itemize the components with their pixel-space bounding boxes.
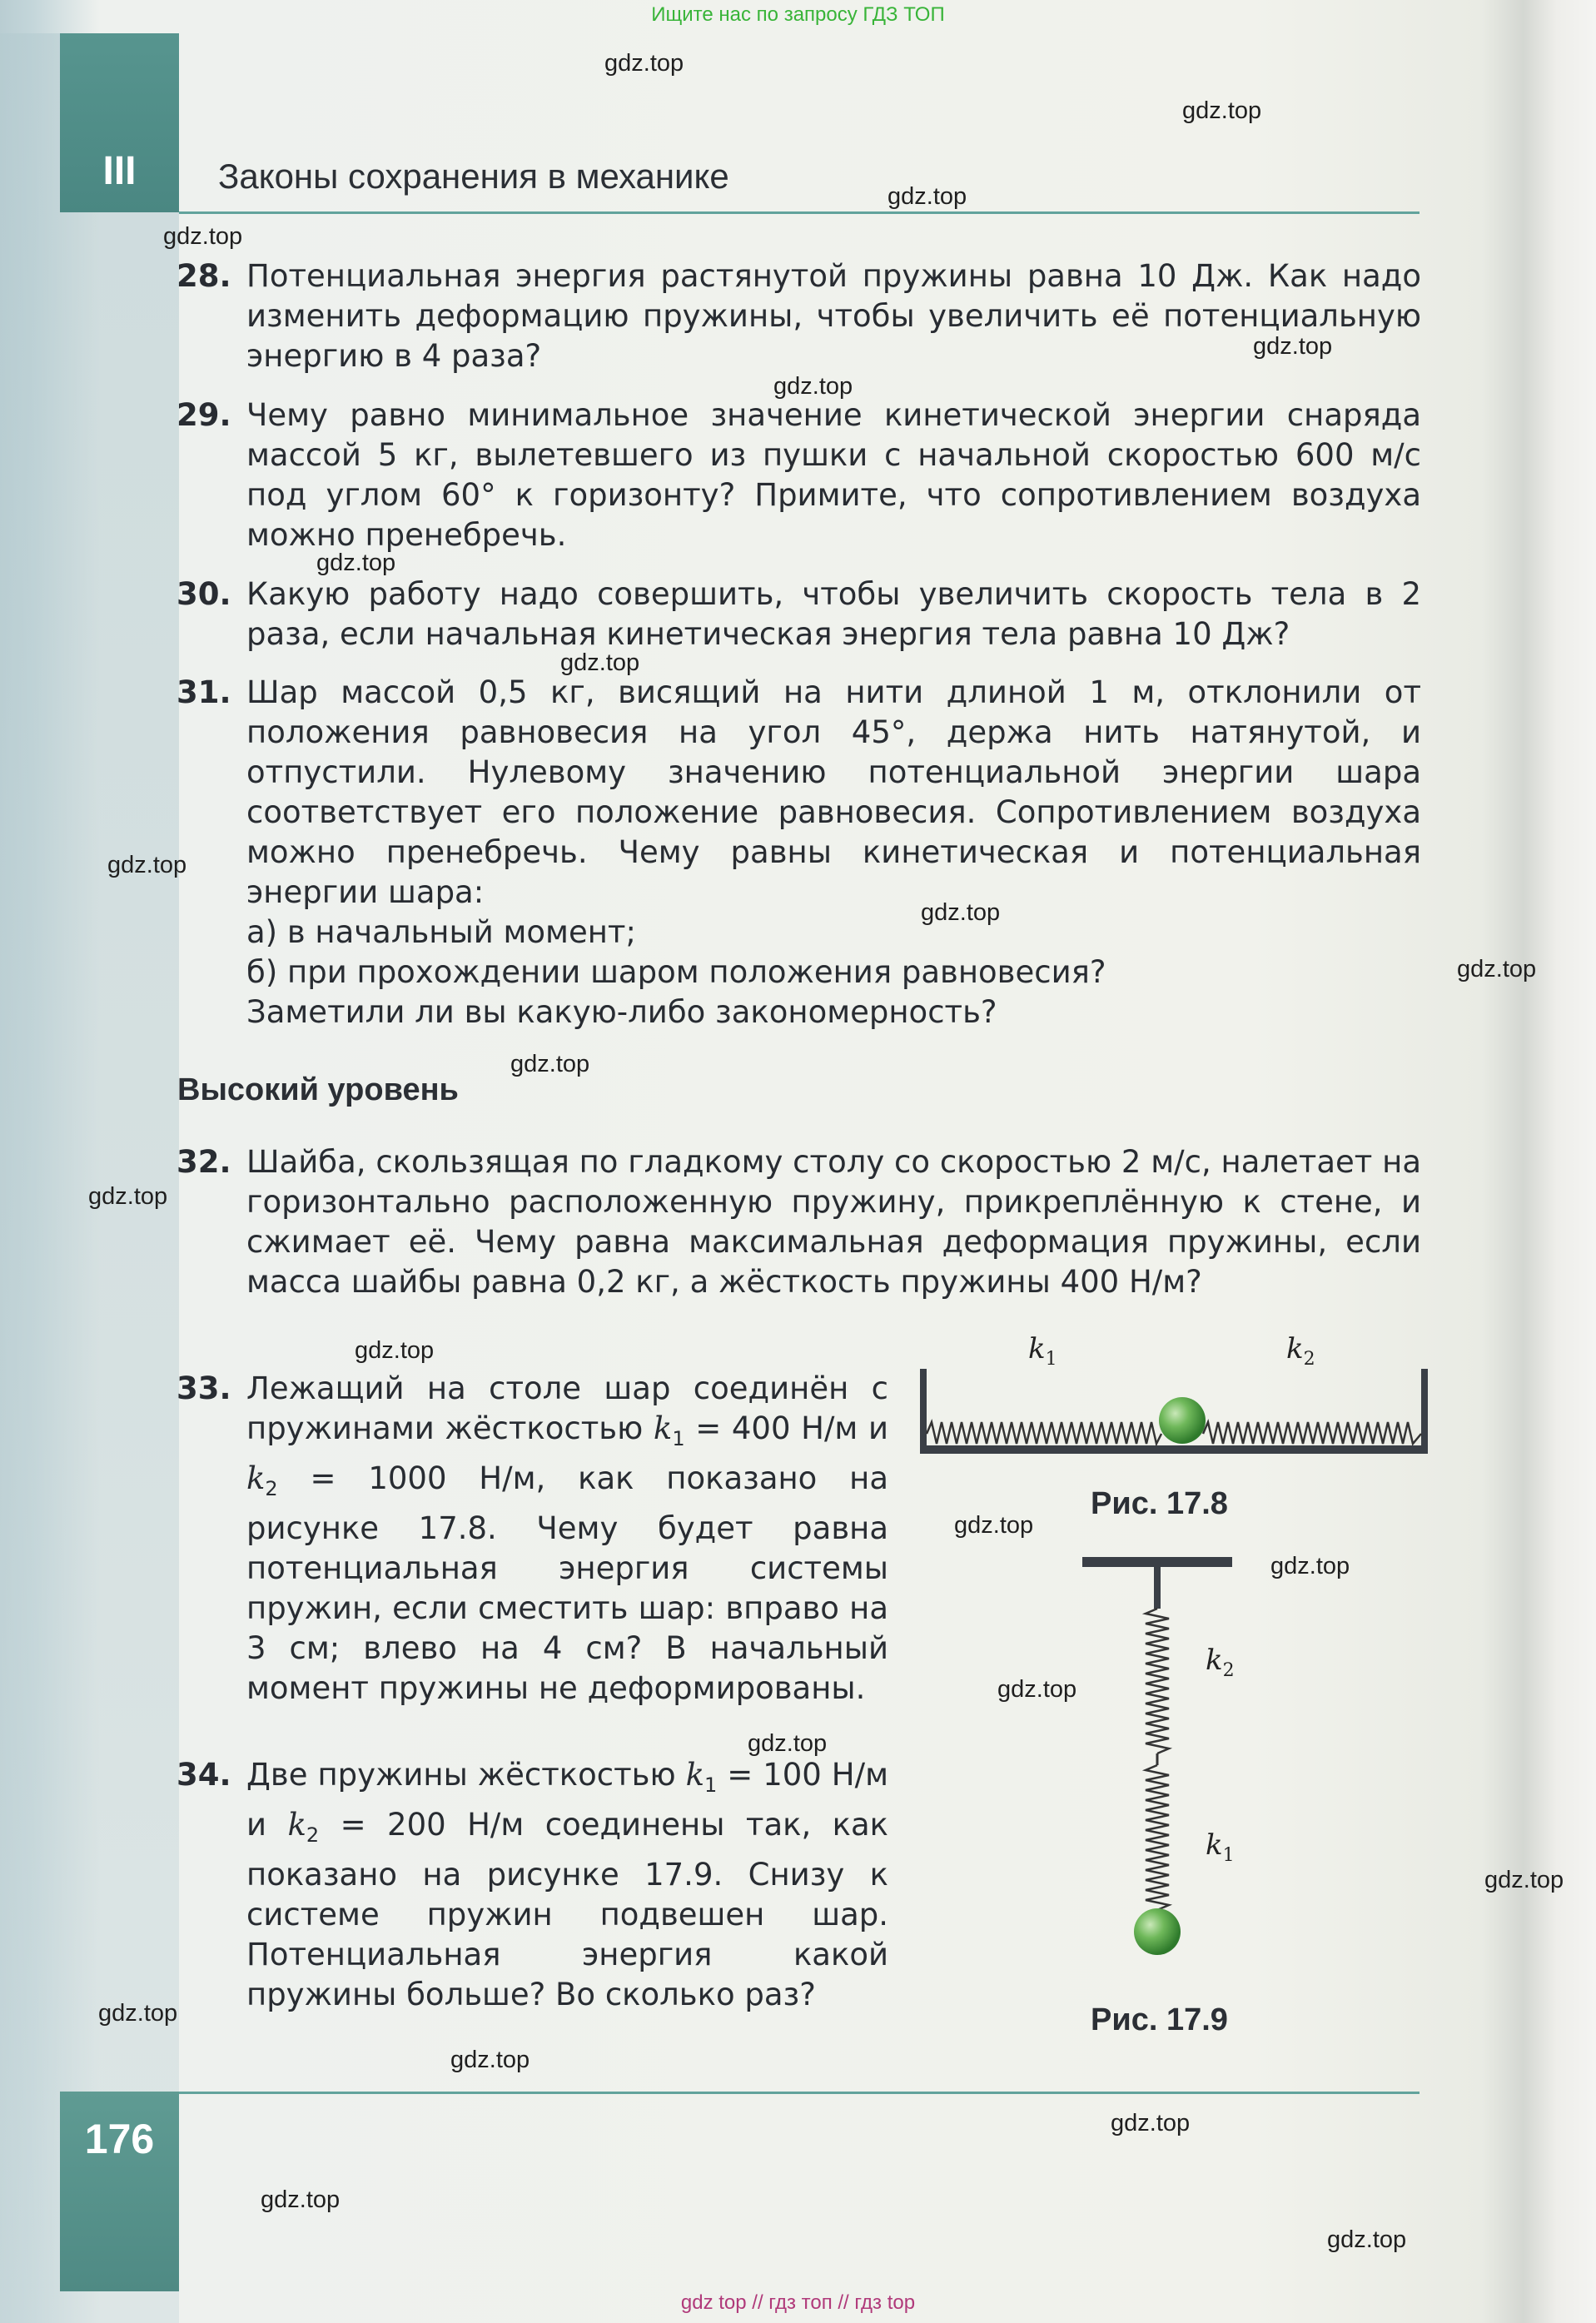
page-number-tab — [60, 2092, 179, 2291]
watermark: gdz.top — [163, 223, 243, 250]
header-divider — [179, 211, 1419, 214]
problem-31-body: Шар массой 0,5 кг, висящий на нити длиной 1 м, отклонили от положения равновесия на угол 45°, держа нить натянутой, и отпустили. Нулевому значению потенциальной энергии шара соответствует его положение равновесия. Сопротивлением воздуха можно пренебречь. Чему равны кинетическая и потенциальная энергии шара: — [246, 674, 1421, 910]
problem-text — [246, 1369, 888, 1709]
watermark: gdz.top — [107, 852, 187, 878]
problem-number: 29. — [177, 397, 231, 433]
ceiling-post — [1154, 1567, 1161, 1609]
left-wall — [920, 1369, 927, 1452]
watermark: gdz.top — [316, 550, 396, 576]
watermark: gdz.top — [98, 2000, 178, 2027]
problem-31-option-b: б) при прохождении шаром положения равновесия? — [246, 954, 1106, 990]
table-surface — [920, 1445, 1428, 1454]
chapter-number: III — [102, 149, 137, 193]
page-number: 176 — [84, 2116, 155, 2162]
watermark: gdz.top — [355, 1337, 435, 1364]
watermark: gdz.top — [88, 1183, 168, 1210]
watermark: gdz.top — [261, 2186, 341, 2213]
watermark: gdz.top — [1457, 956, 1537, 982]
k2-value: = 1000 Н/м, — [277, 1460, 546, 1496]
fig-17-9-label-k2: $k_2$ — [1206, 1644, 1235, 1681]
watermark: gdz.top — [748, 1730, 828, 1757]
problem-number: 28. — [177, 258, 231, 294]
problem-text: Потенциальная энергия растянутой пружины равна 10 Дж. Как надо изменить деформацию пружины, чтобы увеличить её потенциальную энергию в 4 раза? — [246, 258, 1421, 374]
problem-30 — [177, 575, 1421, 654]
watermark: gdz.top — [1484, 1867, 1564, 1893]
watermark: gdz.top — [510, 1051, 590, 1077]
watermark: gdz.top — [560, 649, 640, 676]
problem-34 — [177, 1755, 888, 2015]
problem-33 — [177, 1369, 888, 1709]
k2-subscript: 2 — [306, 1823, 320, 1847]
problem-31-option-a: а) в начальный момент; — [246, 914, 636, 950]
watermark: gdz.top — [954, 1512, 1034, 1539]
spring-lower — [1146, 1765, 1169, 1910]
problem-31 — [177, 673, 1421, 1032]
chapter-number-tab — [60, 33, 179, 212]
spring-upper — [1146, 1609, 1169, 1753]
problem-text: Шайба, скользящая по гладкому столу со скоростью 2 м/с, налетает на горизонтально расположенную пружину, прикреплённую к стене, и сжимает её. Чему равна максимальная деформация пружины, если масса шайбы равна 0,2 кг, а жёсткость пружины 400 Н/м? — [246, 1144, 1421, 1300]
problem-text — [246, 1755, 888, 2015]
figure-17-8 — [920, 1357, 1428, 1465]
problem-number: 34. — [177, 1757, 231, 1793]
problem-31-tail: Заметили ли вы какую-либо закономерность? — [246, 994, 997, 1030]
problem-34-pre: Две пружины жёсткостью — [246, 1757, 676, 1793]
k1-subscript: 1 — [704, 1773, 718, 1797]
problem-number: 31. — [177, 674, 231, 710]
fig-17-8-label-k2: $k_2$ — [1286, 1332, 1315, 1370]
fig-17-9-caption: Рис. 17.9 — [1091, 2002, 1228, 2037]
k1-value: = 100 Н/м и — [246, 1757, 888, 1843]
k2-subscript: 2 — [265, 1477, 278, 1500]
watermark: gdz.top — [1270, 1553, 1350, 1579]
watermark: gdz.top — [1253, 333, 1333, 360]
problem-28 — [177, 256, 1421, 376]
problem-number: 30. — [177, 576, 231, 612]
watermark: gdz.top — [1327, 2226, 1407, 2253]
watermark: gdz.top — [997, 1676, 1077, 1703]
watermark: gdz.top — [604, 50, 684, 77]
watermark: gdz.top — [1111, 2110, 1191, 2136]
k1-subscript: 1 — [672, 1427, 685, 1450]
fig-17-9-label-k1: $k_1$ — [1206, 1828, 1235, 1866]
footer-divider — [179, 2092, 1419, 2094]
problem-32 — [177, 1142, 1421, 1302]
problem-text: Какую работу надо совершить, чтобы увеличить скорость тела в 2 раза, если начальная кинетическая энергия тела равна 10 Дж? — [246, 576, 1421, 652]
hanging-ball — [1134, 1908, 1181, 1955]
k2-symbol: k — [246, 1460, 266, 1496]
ceiling-bar — [1082, 1557, 1232, 1567]
k1-symbol: k — [685, 1757, 704, 1793]
problem-33-post: как показано на рисунке 17.8. Чему будет равна потенциальная энергия системы пружин, если сместить шар: вправо на 3 см; влево на 4 см? В начальный момент пружины не деформированы. — [246, 1460, 888, 1706]
problem-34-post: соединены так, как показано на рисунке 17.9. Снизу к системе пружин подвешен шар. Потенциальная энергия какой пружины больше? Во сколько раз? — [246, 1807, 889, 2012]
k1-symbol: k — [653, 1410, 673, 1446]
figure-17-9 — [1074, 1557, 1241, 1973]
problem-33-pre: Лежащий на столе шар соединён с пружинами жёсткостью — [246, 1370, 888, 1446]
watermark: gdz.top — [450, 2047, 530, 2073]
problem-text: Чему равно минимальное значение кинетической энергии снаряда массой 5 кг, вылетевшего из пушки с начальной скоростью 600 м/с под углом 60° к горизонту? Примите, что сопротивлением воздуха можно пренебречь. — [246, 397, 1421, 553]
watermark: gdz.top — [887, 183, 967, 210]
bottom-banner[interactable]: gdz top // гдз топ // гдз top — [680, 2291, 916, 2314]
watermark: gdz.top — [1182, 97, 1262, 124]
k1-value: = 400 Н/м и — [684, 1410, 888, 1446]
problem-number: 32. — [177, 1144, 231, 1180]
watermark: gdz.top — [921, 899, 1001, 926]
spring-right — [1203, 1422, 1421, 1444]
top-banner[interactable]: Ищите нас по запросу ГДЗ ТОП — [651, 3, 945, 26]
k2-symbol: k — [287, 1807, 306, 1843]
problem-number: 33. — [177, 1370, 231, 1406]
problem-29 — [177, 395, 1421, 555]
k2-value: = 200 Н/м — [319, 1807, 525, 1843]
left-margin-band — [0, 33, 179, 2323]
watermark: gdz.top — [773, 373, 853, 400]
chapter-title: Законы сохранения в механике — [218, 157, 729, 196]
right-wall — [1421, 1369, 1428, 1452]
fig-17-8-caption: Рис. 17.8 — [1091, 1486, 1228, 1521]
ball — [1159, 1397, 1206, 1444]
spring-left — [927, 1422, 1161, 1444]
section-heading-high-level: Высокий уровень — [177, 1072, 459, 1107]
fig-17-8-label-k1: $k_1$ — [1028, 1332, 1057, 1370]
problem-text — [246, 673, 1421, 1032]
